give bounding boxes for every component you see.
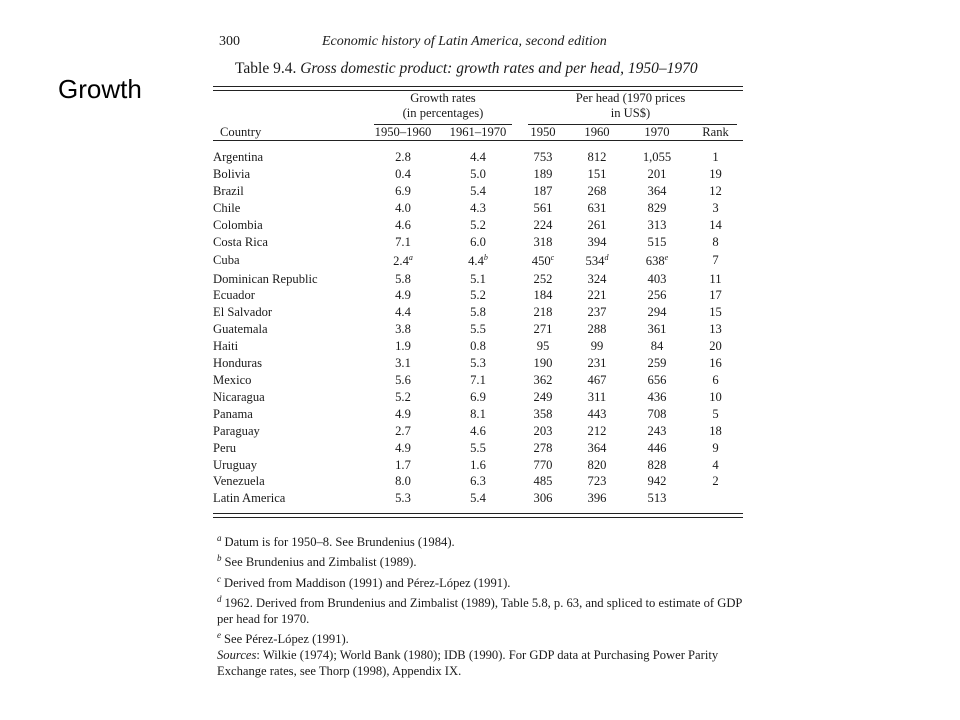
col-header-growth-1950-1960: 1950–1960 — [374, 125, 432, 139]
table-row — [213, 141, 743, 166]
table-caption-text: Gross domestic product: growth rates and per head, 1950–1970 — [300, 60, 698, 77]
cell-rank: 14 — [709, 217, 722, 232]
cell-country: Chile — [213, 200, 241, 215]
cell-growth-1950-1960: 2.4$^a$ — [393, 253, 413, 269]
footnote-marker: a — [408, 253, 413, 263]
running-head — [205, 30, 750, 52]
cell-rank: 19 — [709, 166, 722, 181]
footnote-mark: b — [217, 553, 222, 564]
cell-perhead-1960: 723 — [587, 474, 607, 489]
cell-perhead-1950: 306 — [533, 491, 553, 506]
cell-growth-1950-1960: 2.8 — [395, 150, 411, 164]
cell-perhead-1970: 436 — [647, 389, 667, 404]
cell-growth-1961-1970: 5.4 — [470, 491, 486, 506]
cell-growth-1961-1970: 5.5 — [470, 322, 486, 337]
col-header-country: Country — [220, 125, 262, 139]
cell-perhead-1960: 212 — [587, 423, 607, 438]
cell-perhead-1970: 828 — [647, 457, 667, 472]
table-row — [213, 423, 743, 440]
book-page-scan — [205, 30, 750, 679]
cell-perhead-1950: 190 — [533, 356, 553, 371]
footnote-mark: d — [217, 593, 222, 604]
cell-perhead-1960: 631 — [587, 200, 607, 215]
cell-rank: 7 — [712, 253, 719, 268]
cell-perhead-1950: 218 — [533, 305, 553, 320]
cell-perhead-1970: 294 — [647, 305, 667, 320]
footnote-item — [217, 571, 743, 591]
cell-growth-1961-1970: 8.1 — [470, 406, 486, 421]
footnote-text: Derived from Maddison (1991) and Pérez-López (1991). — [224, 575, 511, 590]
footnote-item — [217, 627, 743, 647]
cell-perhead-1950: 561 — [533, 200, 553, 215]
table-body — [213, 141, 743, 507]
cell-growth-1961-1970: 5.8 — [470, 305, 486, 320]
cell-perhead-1970: 515 — [647, 234, 667, 249]
cell-growth-1950-1960: 5.2 — [395, 389, 411, 404]
cell-country: Colombia — [213, 217, 263, 232]
cell-perhead-1970: 403 — [647, 271, 667, 286]
cell-perhead-1960: 237 — [587, 305, 607, 320]
cell-country: Peru — [213, 440, 237, 455]
cell-perhead-1960: 261 — [587, 217, 607, 232]
cell-growth-1950-1960: 4.9 — [395, 440, 411, 455]
cell-perhead-1970: 361 — [647, 322, 667, 337]
gdp-table — [213, 91, 743, 507]
cell-perhead-1960: 394 — [587, 234, 607, 249]
col-header-1950: 1950 — [530, 125, 556, 139]
col-header-growth-1961-1970: 1961–1970 — [449, 125, 507, 139]
cell-country: Dominican Republic — [213, 271, 318, 286]
cell-country: Cuba — [213, 253, 240, 268]
table-row — [213, 304, 743, 321]
cell-growth-1950-1960: 1.7 — [395, 457, 411, 472]
cell-growth-1961-1970: 5.5 — [470, 440, 486, 455]
cell-perhead-1960: 443 — [587, 406, 607, 421]
table-row — [213, 355, 743, 372]
group-header-perhead — [518, 91, 743, 121]
cell-perhead-1960: 311 — [587, 389, 607, 404]
cell-perhead-1950: 485 — [533, 474, 553, 489]
cell-rank: 9 — [712, 440, 719, 455]
cell-perhead-1960: 820 — [587, 457, 607, 472]
cell-country: Haiti — [213, 339, 239, 354]
cell-rank: 11 — [709, 271, 722, 286]
table-row — [213, 490, 743, 507]
col-header-1960: 1960 — [584, 125, 610, 139]
cell-perhead-1970: 829 — [647, 200, 667, 215]
cell-rank: 4 — [712, 457, 719, 472]
cell-perhead-1960: 396 — [587, 491, 607, 506]
cell-perhead-1970: 656 — [647, 372, 667, 387]
cell-perhead-1970: 243 — [647, 423, 667, 438]
cell-perhead-1950: 224 — [533, 217, 553, 232]
cell-perhead-1950: 753 — [533, 150, 553, 164]
cell-growth-1950-1960: 4.6 — [395, 217, 411, 232]
cell-growth-1950-1960: 3.8 — [395, 322, 411, 337]
cell-rank — [688, 490, 743, 507]
table-row — [213, 200, 743, 217]
cell-country: Costa Rica — [213, 234, 268, 249]
footnotes — [217, 530, 743, 679]
cell-growth-1950-1960: 0.4 — [395, 166, 411, 181]
table-row — [213, 250, 743, 270]
cell-perhead-1970: 84 — [650, 339, 664, 354]
cell-growth-1950-1960: 5.8 — [395, 271, 411, 286]
cell-growth-1961-1970: 0.8 — [470, 339, 486, 354]
cell-country: Brazil — [213, 183, 244, 198]
cell-perhead-1970: 313 — [647, 217, 667, 232]
table-caption-label: Table 9.4. — [235, 60, 297, 77]
footnote-text: See Pérez-López (1991). — [224, 632, 349, 647]
cell-perhead-1970: 513 — [647, 491, 667, 506]
table-row — [213, 287, 743, 304]
cell-perhead-1950: 770 — [533, 457, 553, 472]
cell-country: Argentina — [213, 150, 264, 164]
cell-perhead-1970: 201 — [647, 166, 667, 181]
page-number: 300 — [219, 34, 240, 49]
table-row — [213, 217, 743, 234]
cell-rank: 2 — [712, 474, 719, 489]
cell-rank: 18 — [709, 423, 722, 438]
cell-perhead-1960: 288 — [587, 322, 607, 337]
cell-perhead-1950: 362 — [533, 372, 553, 387]
cell-rank: 1 — [712, 150, 719, 164]
table-row — [213, 321, 743, 338]
cell-growth-1950-1960: 6.9 — [395, 183, 411, 198]
cell-perhead-1950: 184 — [533, 288, 553, 303]
group-header-perhead-line1: Per head (1970 prices — [575, 91, 686, 105]
cell-country: Nicaragua — [213, 389, 265, 404]
cell-growth-1961-1970: 5.4 — [470, 183, 486, 198]
footnote-marker: b — [483, 253, 488, 263]
footnote-item — [217, 591, 743, 627]
cell-perhead-1960: 534$^d$ — [585, 253, 609, 269]
cell-perhead-1950: 252 — [533, 271, 553, 286]
cell-perhead-1970: 256 — [647, 288, 667, 303]
column-header-row — [213, 125, 743, 140]
cell-growth-1961-1970: 6.3 — [470, 474, 486, 489]
cell-growth-1961-1970: 4.4$^b$ — [468, 253, 488, 269]
cell-perhead-1960: 467 — [587, 372, 607, 387]
table-row — [213, 338, 743, 355]
cell-growth-1961-1970: 4.4 — [470, 150, 486, 164]
cell-perhead-1950: 271 — [533, 322, 553, 337]
cell-perhead-1950: 187 — [533, 183, 553, 198]
cell-rank: 6 — [712, 372, 719, 387]
cell-perhead-1950: 450$^c$ — [531, 253, 555, 269]
footnote-text: Datum is for 1950–8. See Brundenius (1984). — [224, 535, 455, 550]
footnote-mark: e — [217, 629, 221, 640]
cell-rank: 10 — [709, 389, 722, 404]
footnote-item — [217, 550, 743, 570]
footnote-item — [217, 530, 743, 550]
footnote-marker: c — [550, 253, 555, 263]
cell-perhead-1970: 1,055 — [642, 150, 672, 164]
group-header-growth — [368, 91, 518, 121]
cell-country: Ecuador — [213, 288, 255, 303]
cell-country: Guatemala — [213, 322, 268, 337]
cell-perhead-1950: 249 — [533, 389, 553, 404]
table-row — [213, 406, 743, 423]
cell-growth-1961-1970: 6.0 — [470, 234, 486, 249]
cell-growth-1950-1960: 8.0 — [395, 474, 411, 489]
cell-perhead-1950: 203 — [533, 423, 553, 438]
cell-rank: 8 — [712, 234, 719, 249]
table-bottom-rule — [213, 513, 743, 518]
cell-perhead-1950: 358 — [533, 406, 553, 421]
cell-growth-1950-1960: 4.9 — [395, 288, 411, 303]
table-row — [213, 372, 743, 389]
book-title: Economic history of Latin America, second edition — [322, 34, 607, 49]
cell-growth-1950-1960: 1.9 — [395, 339, 411, 354]
cell-perhead-1950: 278 — [533, 440, 553, 455]
table-row — [213, 457, 743, 474]
cell-growth-1961-1970: 1.6 — [470, 457, 486, 472]
cell-country: Mexico — [213, 372, 252, 387]
cell-growth-1950-1960: 3.1 — [395, 356, 411, 371]
cell-growth-1961-1970: 5.2 — [470, 288, 486, 303]
cell-perhead-1950: 95 — [536, 339, 550, 354]
cell-rank: 12 — [709, 183, 722, 198]
cell-rank: 17 — [709, 288, 722, 303]
table-row — [213, 183, 743, 200]
group-header-perhead-line2: in US$) — [610, 106, 651, 120]
group-header-growth-line1: Growth rates — [410, 91, 476, 105]
cell-perhead-1960: 812 — [587, 150, 607, 164]
cell-perhead-1960: 364 — [587, 440, 607, 455]
group-header-growth-line2: (in percentages) — [402, 106, 484, 120]
cell-growth-1950-1960: 4.0 — [395, 200, 411, 215]
cell-rank: 16 — [709, 356, 722, 371]
cell-country: Honduras — [213, 356, 262, 371]
cell-rank: 20 — [709, 339, 722, 354]
cell-rank: 5 — [712, 406, 719, 421]
footnote-mark: a — [217, 533, 222, 544]
cell-perhead-1960: 99 — [590, 339, 604, 354]
table-row — [213, 271, 743, 288]
cell-perhead-1970: 638e — [645, 253, 669, 269]
cell-rank: 3 — [712, 200, 719, 215]
sources-note — [217, 647, 743, 679]
cell-growth-1961-1970: 5.2 — [470, 217, 486, 232]
cell-country: Bolivia — [213, 166, 251, 181]
footnote-marker: e — [664, 253, 669, 263]
cell-growth-1961-1970: 5.1 — [470, 271, 486, 286]
cell-growth-1961-1970: 5.0 — [470, 166, 486, 181]
cell-perhead-1970: 942 — [647, 474, 667, 489]
col-header-rank: Rank — [702, 125, 729, 139]
cell-growth-1961-1970: 7.1 — [470, 372, 486, 387]
cell-rank: 15 — [709, 305, 722, 320]
cell-growth-1961-1970: 6.9 — [470, 389, 486, 404]
cell-rank: 13 — [709, 322, 722, 337]
cell-country: Panama — [213, 406, 253, 421]
cell-perhead-1950: 318 — [533, 234, 553, 249]
cell-perhead-1960: 221 — [587, 288, 607, 303]
table-row — [213, 234, 743, 251]
cell-growth-1961-1970: 5.3 — [470, 356, 486, 371]
cell-perhead-1970: 259 — [647, 356, 667, 371]
cell-perhead-1950: 189 — [533, 166, 553, 181]
cell-growth-1950-1960: 5.6 — [395, 372, 411, 387]
cell-growth-1950-1960: 5.3 — [395, 491, 411, 506]
cell-perhead-1960: 268 — [587, 183, 607, 198]
cell-growth-1950-1960: 4.4 — [395, 305, 411, 320]
footnote-text: 1962. Derived from Brundenius and Zimbalist (1989), Table 5.8, p. 63, and spliced to estimate of GDP per head for 1970. — [217, 595, 742, 626]
cell-perhead-1970: 446 — [647, 440, 667, 455]
footnote-text: See Brundenius and Zimbalist (1989). — [224, 555, 417, 570]
footnote-mark: c — [217, 573, 221, 584]
sources-text: : Wilkie (1974); World Bank (1980); IDB (1990). For GDP data at Purchasing Power Parity Exchange rates, see Thorp (1998), Appendix IX. — [217, 648, 719, 679]
cell-country: Venezuela — [213, 474, 265, 489]
cell-perhead-1970: 364 — [647, 183, 667, 198]
cell-perhead-1970: 708 — [647, 406, 667, 421]
table-row — [213, 440, 743, 457]
cell-growth-1961-1970: 4.3 — [470, 200, 486, 215]
cell-growth-1950-1960: 7.1 — [395, 234, 411, 249]
table-row — [213, 166, 743, 183]
table-row — [213, 473, 743, 490]
cell-country: Latin America — [213, 491, 286, 506]
footnote-marker: d — [604, 253, 609, 263]
slide-title: Growth — [58, 74, 142, 104]
cell-growth-1950-1960: 2.7 — [395, 423, 411, 438]
cell-country: El Salvador — [213, 305, 273, 320]
cell-growth-1961-1970: 4.6 — [470, 423, 486, 438]
cell-country: Uruguay — [213, 457, 258, 472]
cell-growth-1950-1960: 4.9 — [395, 406, 411, 421]
cell-perhead-1960: 324 — [587, 271, 607, 286]
table-row — [213, 389, 743, 406]
sources-label: Sources — [217, 648, 257, 663]
cell-perhead-1960: 151 — [587, 166, 607, 181]
col-header-1970: 1970 — [644, 125, 670, 139]
cell-perhead-1960: 231 — [587, 356, 607, 371]
cell-country: Paraguay — [213, 423, 260, 438]
table-caption — [235, 60, 750, 78]
